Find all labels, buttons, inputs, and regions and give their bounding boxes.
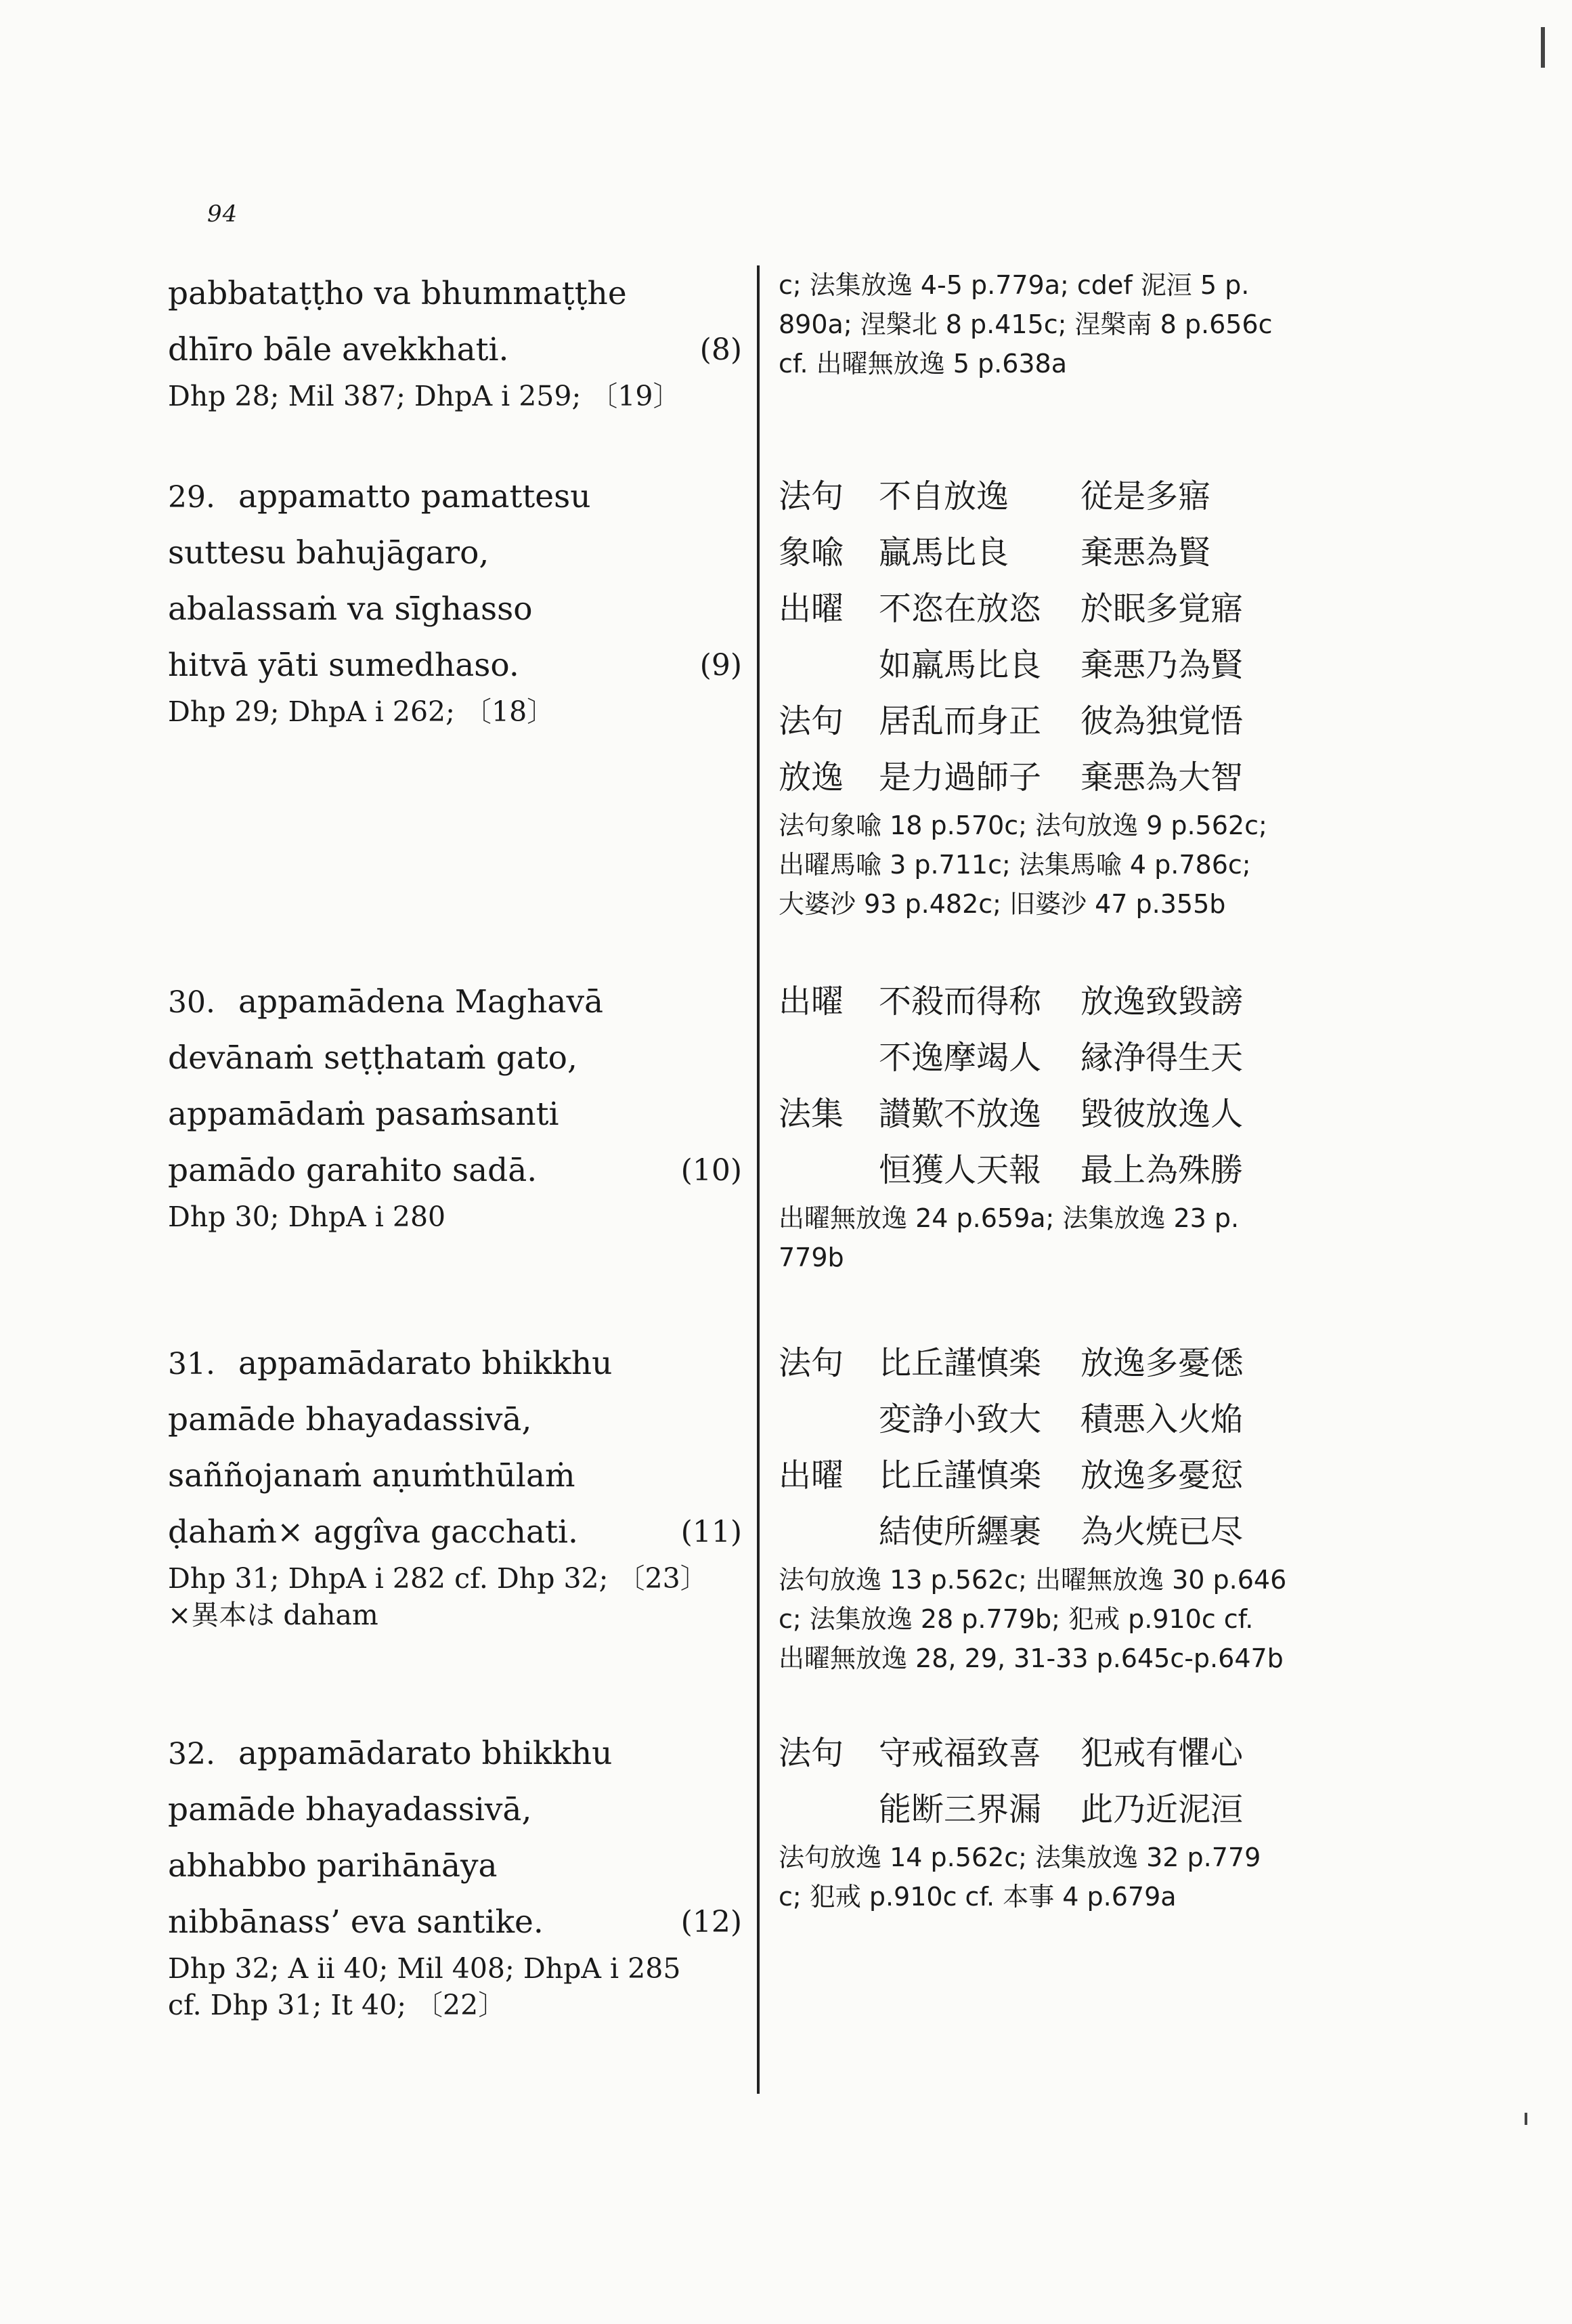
parallel-32 bbox=[779, 1725, 1361, 1916]
hemistich-b: 縁浄得生天 bbox=[1080, 1039, 1244, 1077]
verse-30 bbox=[168, 974, 742, 1235]
verse-number: 32. bbox=[168, 1737, 215, 1771]
chinese-verse-line bbox=[779, 1142, 1361, 1199]
verse-source: Dhp 32; A ii 40; Mil 408; DhpA i 285 bbox=[168, 1952, 681, 1985]
chinese-verse-line bbox=[779, 469, 1361, 525]
verse-ref: (11) bbox=[680, 1515, 742, 1549]
hemistich-a: 比丘謹慎楽 bbox=[879, 1457, 1042, 1494]
verse-line bbox=[168, 1335, 742, 1392]
text-tag: 法句 bbox=[779, 477, 844, 515]
reference-line: 出曜無放逸 24 p.659a; 法集放逸 23 p. bbox=[779, 1203, 1240, 1233]
verse-ref: (8) bbox=[699, 332, 742, 367]
verse-line bbox=[168, 974, 742, 1030]
reference-line: 出曜無放逸 28, 29, 31-33 p.645c-p.647b bbox=[779, 1643, 1284, 1673]
text-tag: 象喩 bbox=[779, 534, 844, 572]
reference-line: 法句放逸 14 p.562c; 法集放逸 32 p.779 bbox=[779, 1843, 1261, 1872]
hemistich-a: 不恣在放恣 bbox=[879, 590, 1042, 628]
margin-mark bbox=[1541, 27, 1545, 68]
hemistich-a: 比丘謹慎楽 bbox=[879, 1344, 1042, 1382]
hemistich-a: 変諍小致大 bbox=[879, 1400, 1042, 1438]
chinese-verse-line bbox=[779, 1086, 1361, 1142]
hemistich-b: 放逸致毀謗 bbox=[1080, 983, 1244, 1020]
hemistich-a: 是力過師子 bbox=[879, 758, 1042, 796]
verse-line-text: dhīro bāle avekkhati. bbox=[168, 331, 509, 368]
hemistich-b: 最上為殊勝 bbox=[1080, 1151, 1244, 1189]
verse-8 bbox=[168, 265, 742, 414]
hemistich-a: 居乱而身正 bbox=[879, 702, 1042, 740]
verse-source: Dhp 30; DhpA i 280 bbox=[168, 1201, 446, 1233]
chinese-verse-line bbox=[779, 1448, 1361, 1504]
hemistich-b: 犯戒有懼心 bbox=[1080, 1734, 1244, 1772]
hemistich-b: 棄悪乃為賢 bbox=[1080, 646, 1244, 684]
hemistich-b: 此乃近泥洹 bbox=[1080, 1790, 1244, 1828]
text-tag: 出曜 bbox=[779, 1457, 844, 1494]
verse-line: pamāde bhayadassivā, bbox=[168, 1401, 532, 1438]
hemistich-b: 従是多寤 bbox=[1080, 477, 1211, 515]
hemistich-b: 棄悪為賢 bbox=[1080, 534, 1211, 572]
verse-29 bbox=[168, 469, 742, 730]
verse-line bbox=[168, 1142, 742, 1199]
hemistich-a: 如羸馬比良 bbox=[879, 646, 1042, 684]
parallel-31 bbox=[779, 1335, 1361, 1678]
verse-line-text: appamādarato bhikkhu bbox=[238, 1735, 613, 1772]
reference-line: 890a; 涅槃北 8 p.415c; 涅槃南 8 p.656c bbox=[779, 309, 1273, 339]
chinese-verse-line bbox=[779, 581, 1361, 637]
verse-line: appamādaṁ pasaṁsanti bbox=[168, 1096, 559, 1133]
verse-line bbox=[168, 1504, 742, 1560]
verse-line: abalassaṁ va sīghasso bbox=[168, 590, 533, 628]
reference-line: c; 法集放逸 28 p.779b; 犯戒 p.910c cf. bbox=[779, 1604, 1254, 1634]
chinese-verse-line bbox=[779, 1782, 1361, 1838]
verse-line-text: hitvā yāti sumedhaso. bbox=[168, 647, 519, 684]
verse-line: pabbataṭṭho va bhummaṭṭhe bbox=[168, 275, 627, 312]
hemistich-b: 放逸多憂愆 bbox=[1080, 1457, 1244, 1494]
page-number: 94 bbox=[207, 200, 238, 228]
verse-ref: (10) bbox=[680, 1153, 742, 1188]
verse-line bbox=[168, 1894, 742, 1950]
reference-line: c; 法集放逸 4-5 p.779a; cdef 泥洹 5 p. bbox=[779, 270, 1250, 300]
verse-31 bbox=[168, 1335, 742, 1633]
hemistich-b: 於眠多覚寤 bbox=[1080, 590, 1244, 628]
hemistich-a: 恒獲人天報 bbox=[879, 1151, 1042, 1189]
hemistich-b: 放逸多憂僁 bbox=[1080, 1344, 1244, 1382]
chinese-verse-line bbox=[779, 750, 1361, 806]
reference-line: 法句放逸 13 p.562c; 出曜無放逸 30 p.646 bbox=[779, 1565, 1287, 1595]
verse-number: 30. bbox=[168, 985, 215, 1020]
chinese-verse-line bbox=[779, 693, 1361, 750]
text-tag: 出曜 bbox=[779, 983, 844, 1020]
text-tag: 法集 bbox=[779, 1095, 844, 1133]
text-tag: 法句 bbox=[779, 702, 844, 740]
chinese-verse-line bbox=[779, 1335, 1361, 1392]
verse-line bbox=[168, 322, 742, 378]
verse-line-text: nibbānass’ eva santike. bbox=[168, 1903, 544, 1941]
chinese-verse-line bbox=[779, 1030, 1361, 1086]
verse-line: saññojanaṁ aṇuṁthūlaṁ bbox=[168, 1457, 575, 1494]
hemistich-b: 彼為独覚悟 bbox=[1080, 702, 1244, 740]
chinese-verse-line bbox=[779, 974, 1361, 1030]
verse-line bbox=[168, 469, 742, 525]
chinese-verse-line bbox=[779, 1392, 1361, 1448]
column-divider bbox=[757, 265, 760, 2094]
hemistich-a: 不殺而得称 bbox=[879, 983, 1042, 1020]
hemistich-b: 棄悪為大智 bbox=[1080, 758, 1244, 796]
verse-ref: (12) bbox=[680, 1905, 742, 1939]
verse-line-text: appamādena Maghavā bbox=[238, 983, 604, 1020]
hemistich-a: 能断三界漏 bbox=[879, 1790, 1042, 1828]
chinese-verse-line bbox=[779, 525, 1361, 581]
verse-line: pamāde bhayadassivā, bbox=[168, 1791, 532, 1828]
verse-number: 29. bbox=[168, 480, 215, 515]
hemistich-a: 不逸摩竭人 bbox=[879, 1039, 1042, 1077]
verse-source: Dhp 28; Mil 387; DhpA i 259; 〔19〕 bbox=[168, 380, 681, 412]
verse-line-text: appamatto pamattesu bbox=[238, 478, 591, 515]
verse-line: suttesu bahujāgaro, bbox=[168, 534, 489, 572]
verse-footnote: ×異本は daham bbox=[168, 1599, 378, 1631]
hemistich-a: 不自放逸 bbox=[879, 477, 1009, 515]
verse-line bbox=[168, 637, 742, 693]
verse-source: Dhp 29; DhpA i 262; 〔18〕 bbox=[168, 695, 555, 728]
hemistich-b: 積悪入火焔 bbox=[1080, 1400, 1244, 1438]
hemistich-a: 讃歎不放逸 bbox=[879, 1095, 1042, 1133]
verse-line: devānaṁ seṭṭhataṁ gato, bbox=[168, 1039, 577, 1077]
verse-number: 31. bbox=[168, 1347, 215, 1381]
parallel-refs-8 bbox=[779, 265, 1361, 383]
verse-32 bbox=[168, 1725, 742, 2023]
verse-line: abhabbo parihānāya bbox=[168, 1847, 498, 1885]
reference-line: cf. 出曜無放逸 5 p.638a bbox=[779, 349, 1068, 379]
reference-line: 出曜馬喩 3 p.711c; 法集馬喩 4 p.786c; bbox=[779, 850, 1251, 880]
parallel-29 bbox=[779, 469, 1361, 924]
verse-line bbox=[168, 1725, 742, 1782]
reference-line: 法句象喩 18 p.570c; 法句放逸 9 p.562c; bbox=[779, 811, 1267, 840]
verse-ref: (9) bbox=[699, 648, 742, 683]
verse-line-text: ḍahaṁ× aggîva gacchati. bbox=[168, 1513, 578, 1551]
margin-mark bbox=[1525, 2113, 1527, 2125]
verse-source: cf. Dhp 31; It 40; 〔22〕 bbox=[168, 1989, 506, 2021]
hemistich-b: 為火焼已尽 bbox=[1080, 1513, 1244, 1551]
chinese-verse-line bbox=[779, 1504, 1361, 1560]
reference-line: c; 犯戒 p.910c cf. 本事 4 p.679a bbox=[779, 1882, 1177, 1912]
verse-line-text: pamādo garahito sadā. bbox=[168, 1152, 538, 1189]
chinese-verse-line bbox=[779, 1725, 1361, 1782]
reference-line: 779b bbox=[779, 1243, 844, 1272]
verse-source: Dhp 31; DhpA i 282 cf. Dhp 32; 〔23〕 bbox=[168, 1562, 708, 1595]
text-tag: 法句 bbox=[779, 1734, 844, 1772]
text-tag: 放逸 bbox=[779, 758, 844, 796]
text-tag: 法句 bbox=[779, 1344, 844, 1382]
chinese-verse-line bbox=[779, 637, 1361, 693]
reference-line: 大婆沙 93 p.482c; 旧婆沙 47 p.355b bbox=[779, 889, 1226, 919]
hemistich-a: 守戒福致喜 bbox=[879, 1734, 1042, 1772]
text-tag: 出曜 bbox=[779, 590, 844, 628]
parallel-30 bbox=[779, 974, 1361, 1277]
verse-line-text: appamādarato bhikkhu bbox=[238, 1345, 613, 1382]
hemistich-a: 贏馬比良 bbox=[879, 534, 1009, 572]
hemistich-b: 毀彼放逸人 bbox=[1080, 1095, 1244, 1133]
hemistich-a: 結使所纒裹 bbox=[879, 1513, 1042, 1551]
